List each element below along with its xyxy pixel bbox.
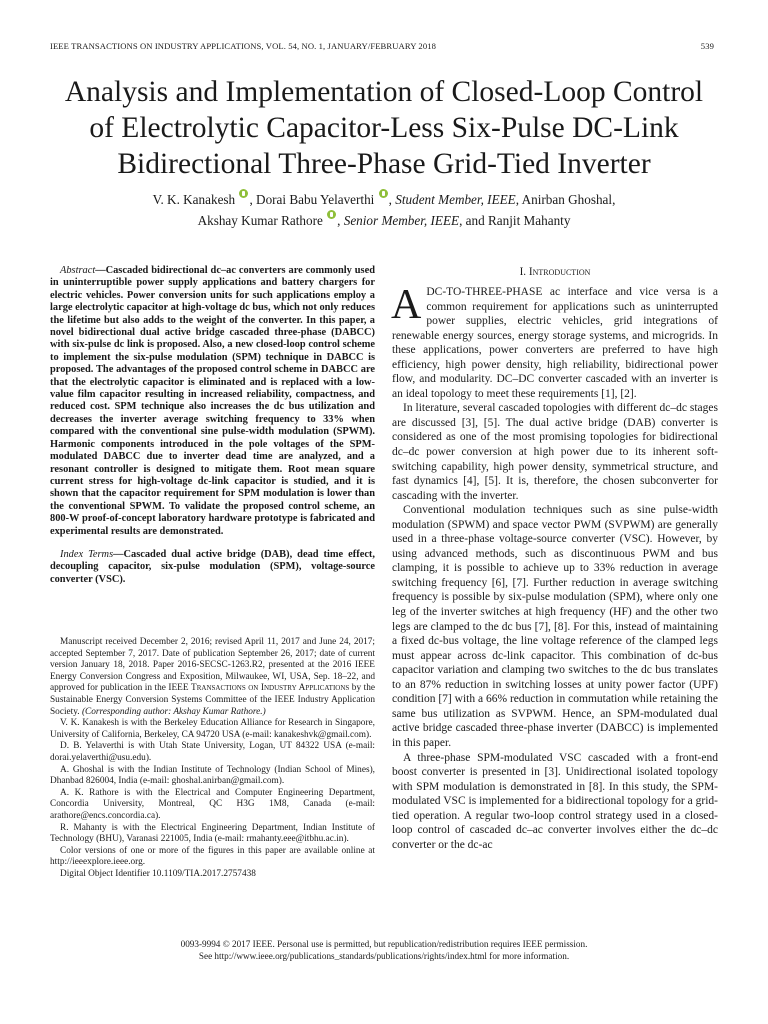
running-header xyxy=(50,41,714,55)
title-line-1: Analysis and Implementation of Closed-Loop Control xyxy=(64,76,704,108)
author-kanakesh: V. K. Kanakesh xyxy=(152,192,236,207)
membership-student: Student Member, IEEE xyxy=(395,192,516,207)
page-number: 539 xyxy=(700,41,714,51)
section-heading-rest: ntroduction xyxy=(532,266,591,278)
orcid-icon[interactable] xyxy=(379,189,388,198)
footnote-color-figures: Color versions of one or more of the figures in this paper are available online at http://ieeexplore.ieee.org. xyxy=(50,845,375,868)
membership-senior: Senior Member, IEEE xyxy=(343,213,460,228)
author-separator: , xyxy=(249,192,257,207)
footnote-manuscript-text-2: by the Sustainable Energy Conversion Systems Committee of the IEEE Industry Application Society. xyxy=(50,683,375,717)
author-ghoshal: Anirban Ghoshal, xyxy=(521,192,616,207)
paper-title xyxy=(30,74,738,182)
footnote-yelaverthi: D. B. Yelaverthi is with Utah State University, Logan, UT 84322 USA (e-mail: dorai.yelaverthi@usu.edu). xyxy=(50,741,375,763)
footnote-manuscript-text: Manuscript received December 2, 2016; revised April 11, 2017 and June 24, 2017; accepted September 7, 2017. Date of publication September 26, 2017; date of current version January 18, 2018. Paper 2016-SECSC-1263.R2, presented at the 2016 IEEE Energy Conversion Congress and Exposition, Milwaukee, WI, USA, Sep. 18–22, and approved for publication in the IEEE xyxy=(50,637,375,694)
right-column xyxy=(392,265,718,852)
journal-citation: IEEE TRANSACTIONS ON INDUSTRY APPLICATIONS, VOL. 54, NO. 1, JANUARY/FEBRUARY 2018 xyxy=(50,41,437,51)
abstract-label: Abstract xyxy=(60,265,96,276)
footnote-journal-name: Transactions on Industry Applications xyxy=(191,683,350,694)
abstract xyxy=(50,265,375,538)
author-line-1 xyxy=(40,189,728,210)
intro-paragraph-2: In literature, several cascaded topologies with different dc–dc stages are discussed [3], [5]. The dual active bridge (DAB) converter is considered as one of the most promising topologies for bidirectional dc–dc power conversion at high power due to its inherent soft-switching capability, high power density, symmetrical structure, and fast dynamics [4], [5]. It is, therefore, the chosen subconverter for cascading with the inverter. xyxy=(392,402,718,502)
orcid-icon[interactable] xyxy=(327,210,336,219)
author-yelaverthi: Dorai Babu Yelaverthi xyxy=(256,192,375,207)
intro-paragraph-1-text: DC-TO-THREE-PHASE ac interface and vice versa is a common requirement for applications such as uninterrupted power supplies, electric vehicles, grid integrations of renewable energy sources, energy storage systems, and microgrids. In these applications, power converters are preferred to have high efficiency, high power density, high reliability, bidirectional power flow, and modularity. DC–DC converter cascaded with an inverter is an ideal topology to meet these requirements [1], [2]. xyxy=(392,286,718,400)
intro-paragraph-1 xyxy=(391,282,718,401)
footnote-kanakesh: V. K. Kanakesh is with the Berkeley Education Alliance for Research in Singapore, University of California, Berkeley, CA 94720 USA (e-mail: kanakeshvk@gmail.com). xyxy=(50,718,375,740)
author-rathore: Akshay Kumar Rathore xyxy=(197,213,323,228)
footnote-ghoshal: A. Ghoshal is with the Indian Institute of Technology (Indian School of Mines), Dhanbad 826004, India (e-mail: ghoshal.anirban@gmail.com). xyxy=(50,764,375,787)
section-heading-introduction xyxy=(392,265,718,279)
footnote-doi: Digital Object Identifier 10.1109/TIA.2017.2757438 xyxy=(60,868,256,879)
copyright-line-1: 0093-9994 © 2017 IEEE. Personal use is permitted, but republication/redistribution requires IEEE permission. xyxy=(180,939,588,949)
footnote-mahanty: R. Mahanty is with the Electrical Engineering Department, Indian Institute of Technology (BHU), Varanasi 221005, India (e-mail: rmahanty.eee@itbhu.ac.in). xyxy=(50,822,375,845)
copyright-notice xyxy=(60,938,708,962)
author-mahanty: and Ranjit Mahanty xyxy=(465,213,571,228)
footnotes xyxy=(50,637,375,880)
index-terms xyxy=(50,549,375,586)
author-list xyxy=(40,189,728,231)
introduction-body xyxy=(391,282,718,852)
author-separator: , xyxy=(337,213,344,228)
index-terms-label: Index Terms xyxy=(60,548,114,560)
intro-paragraph-3: Conventional modulation techniques such as sine pulse-width modulation (SPWM) and space vector PWM (SVPWM) are generally used in a three-phase voltage-source converter (VSC). However, by using advanced methods, such as discontinuous PWM and bus clamping, it is possible to achieve up to 33% reduction in average switching frequency [6], [7]. Further reduction in average switching frequency is possible by six-pulse modulation (SPM), where only one leg of the inverter switches at high frequency (HF) and the other two legs are clamped to the dc bus [7], [8]. For this, instead of maintaining a fixed dc-bus voltage, the line voltage reference of the clamped legs must appear across dc-link capacitor. This combination of dc-bus capacitor variation and clamping two switches to the dc bus translates to an 87% reduction in switching losses at unity power factor (UPF) condition [7] with a 66% reduction in commutation while retaining the same bus utilization as SVPWM. Hence, an SPM-modulated dual active bridge cascaded three-phase inverter (DABCC) is implemented in this paper. xyxy=(392,504,718,749)
author-separator: , xyxy=(459,213,466,228)
left-column xyxy=(50,265,375,586)
section-numeral: I. xyxy=(519,266,529,278)
abstract-text: —Cascaded bidirectional dc–ac converters are commonly used in uninterruptible power supply applications and battery chargers for electric vehicles. Power conversion units for such applications employ a large electrolytic capacitor at high-voltage dc bus, which not only reduces the lifetime but also adds to the weight of the converter. In this paper, a novel bidirectional dual active bridge cascaded three-phase (DABCC) with six-pulse dc link is proposed. Also, a new closed-loop control scheme to implement the six-pulse modulation (SPM) technique in DABCC is proposed. The advantages of the proposed control scheme in DABCC are that the electrolytic capacitor is eliminated and is replaced with a low-value film capacitor resulting in increased reliability, compactness, and reduced cost. SPM technique also increases the dc bus utilization and decreases the inverter average switching frequency to 33% when compared with the conventional sine pulse-width modulation (SPWM). Harmonic components introduced in the pole voltages of the SPM-modulated DABCC due to inverter dead time are analyzed, and a resonant controller is designed to mitigate them. Root mean square current stress for high-voltage dc-link capacitor is studied, and it is shown that the capacitor requirement for SPM modulation is lower than the conventional SPWM. To validate the proposed control scheme, an 800-W proof-of-concept laboratory hardware prototype is fabricated and experimental results are demonstrated. xyxy=(50,265,375,537)
section-heading-initial: I xyxy=(528,266,533,278)
author-separator: , xyxy=(515,192,522,207)
drop-cap: A xyxy=(391,282,422,328)
author-separator: , xyxy=(388,192,396,207)
title-line-3: Bidirectional Three-Phase Grid-Tied Inverter xyxy=(117,148,651,180)
index-terms-text: —Cascaded dual active bridge (DAB), dead time effect, decoupling capacitor, six-pulse modulation (SPM), voltage-source converter (VSC). xyxy=(50,548,375,585)
title-line-2: of Electrolytic Capacitor-Less Six-Pulse DC-Link xyxy=(89,112,679,144)
copyright-line-2: See http://www.ieee.org/publications_standards/publications/rights/index.html for more information. xyxy=(198,951,570,961)
footnote-rathore: A. K. Rathore is with the Electrical and Computer Engineering Department, Concordia University, Montreal, QC H3G 1M8, Canada (e-mail: arathore@encs.concordia.ca). xyxy=(50,787,375,821)
footnote-corresponding-author: (Corresponding author: Akshay Kumar Rathore.) xyxy=(81,706,266,717)
author-line-2 xyxy=(40,210,728,231)
intro-paragraph-4: A three-phase SPM-modulated VSC cascaded with a front-end boost converter is presented in [3]. Unidirectional isolated topology with SPM modulation is demonstrated in [8]. In this study, the SPM-modulated VSC is implemented for a bidirectional topology for a grid-tied operation. A regular two-loop control strategy used in a closed-loop control of cascaded dc–ac converter involves either the dc–dc converter or the dc-ac xyxy=(392,751,718,851)
footnote-manuscript xyxy=(50,637,375,718)
orcid-icon[interactable] xyxy=(239,189,248,198)
